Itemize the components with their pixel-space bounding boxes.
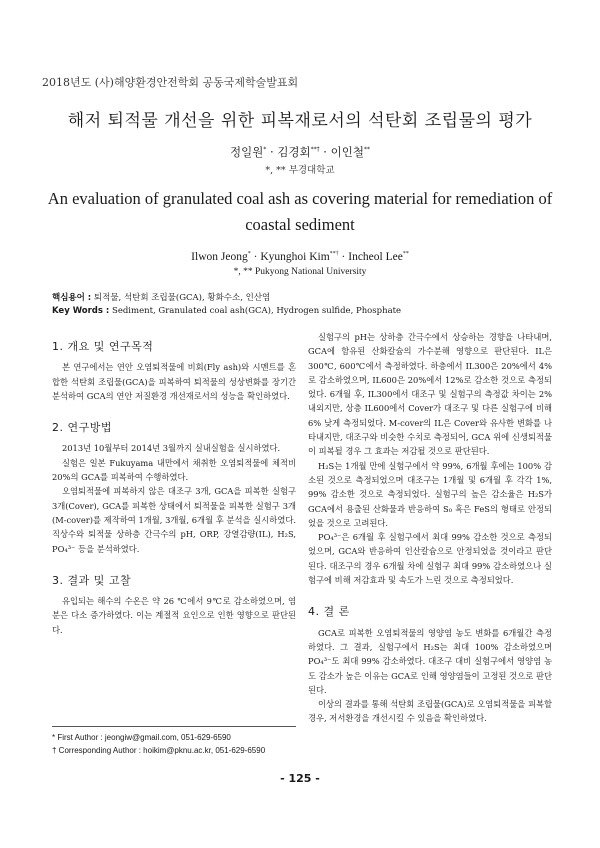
paragraph: PO₄³⁻은 6개월 후 실험구에서 최대 99% 감소한 것으로 측정되었으며, GCA와 반응하여 인산칼슘으로 안정되었을 것이라고 판단된다. 대조구의 경우 6개월 차에 실험구 최대 99% 감소하였으나 실험구에 비해 저감효과 및 속도가 느린 것으로 측정되었다.	[308, 532, 552, 586]
section-heading: 2. 연구방법	[52, 421, 112, 435]
korean-title: 해저 퇴적물 개선을 위한 피복재로서의 석탄회 조립물의 평가	[67, 111, 533, 131]
korean-authors	[0, 144, 600, 160]
author-separator: ·	[266, 145, 278, 159]
paragraph: 유입되는 해수의 수온은 약 26 ℃에서 9℃로 감소하였으며, 염분은 다소 증가하였다. 이는 계절적 요인으로 인한 영향으로 판단된다.	[52, 596, 296, 635]
keywords-ko-text: 퇴적물, 석탄회 조립물(GCA), 황화수소, 인산염	[91, 293, 271, 303]
author-1-en: Ilwon Jeong	[191, 251, 248, 263]
english-authors	[0, 251, 600, 263]
keywords-en-text: Sediment, Granulated coal ash(GCA), Hydrogen sulfide, Phosphate	[109, 306, 402, 316]
author-1-ko-mark: *	[263, 146, 267, 154]
paragraph: 오염퇴적물에 피복하지 않은 대조구 3개, GCA을 피복한 실험구 3개(Cover), GCA를 피복한 상태에서 퇴적물을 피복한 실험구 3개(M-cover)를 제작하여 1개월, 3개월, 6개월 후 분석을 실시하였다. 직상수와 퇴적물 상하층 간극수의 pH, ORP, 강열감량(IL), H₂S, PO₄³⁻ 등을 분석하였다.	[52, 486, 296, 554]
author-3-ko-mark: **	[363, 146, 370, 154]
paragraph: 이상의 결과를 통해 석탄회 조립물(GCA)로 오염퇴적물을 피복할 경우, 저서환경을 개선시킬 수 있음을 확인하였다.	[308, 699, 552, 724]
english-affiliation: *, ** Pukyong National University	[233, 267, 367, 277]
footnote-corresponding-author: † Corresponding Author : hoikim@pknu.ac.kr, 051-629-6590	[52, 746, 266, 755]
paragraph: 실험구의 pH는 상하층 간극수에서 상승하는 경향을 나타내며, GCA에 함유된 산화칼슘의 가수분해 영향으로 판단된다. IL은 300℃, 600℃에서 측정하였다. 하층에서 IL300은 20%에서 4%로 감소하였으며, IL600은 20%에서 12%로 감소한 것으로 측정되었다. 6개월 후, IL300에서 대조구 및 실험구의 측정값 차이는 2%내외지만, 상층 IL600에서 Cover가 대조구 및 다른 실험구에 비해 6% 낮게 측정되었다. M-cover의 IL은 Cover와 유사한 변화를 나타내지만, 대조구와 비슷한 수치로 측정되어, GCA 위에 신생퇴적물이 피복될 경우 그 효과는 저감될 것으로 판단된다.	[308, 332, 552, 457]
keywords-korean	[52, 292, 401, 305]
author-2-en-mark: **†	[329, 251, 339, 258]
paragraph: 2013년 10월부터 2014년 3월까지 실내실험을 실시하였다.	[62, 443, 281, 454]
author-1-en-mark: *	[247, 251, 251, 258]
footnotes	[52, 726, 296, 757]
paragraph: 실험은 일본 Fukuyama 내만에서 채취한 오염퇴적물에 체적비 20%의 GCA를 피복하여 수행하였다.	[52, 457, 296, 483]
english-title: An evaluation of granulated coal ash as covering material for remediation of coastal sediment	[47, 189, 553, 234]
section-heading: 4. 결 론	[308, 605, 350, 619]
footnote-first-author: * First Author : jeongiw@gmail.com, 051-629-6590	[52, 733, 231, 742]
paragraph: GCA로 피복한 오염퇴적물의 영양염 농도 변화를 6개월간 측정하였다. 그 결과, 실험구에서 H₂S는 최대 100% 감소하였으며 PO₄³⁻도 최대 99% 감소하였다. 대조구 대비 실험구에서 영양염 농도 감소가 높은 이유는 GCA로 인해 영양염들이 고정된 것으로 판단된다.	[308, 627, 552, 695]
keywords-block	[52, 292, 401, 318]
left-column	[52, 330, 296, 637]
keywords-english	[52, 305, 401, 318]
paragraph: H₂S는 1개월 만에 실험구에서 약 99%, 6개월 후에는 100% 감소된 것으로 측정되었으며 대조구는 1개월 및 6개월 후 각각 1%, 99% 감소한 것으로 측정되었다. 실험구의 높은 감소율은 H₂S가 GCA에서 용출된 산화물과 반응하여 S₀ 혹은 FeS의 형태로 안정되었을 것으로 고려된다.	[308, 460, 552, 528]
keywords-en-label: Key Words :	[52, 306, 110, 316]
page-number: - 125 -	[280, 772, 320, 785]
korean-affiliation: *, ** 부경대학교	[265, 165, 335, 176]
author-3-en: Incheol Lee	[348, 251, 403, 263]
author-separator: ·	[319, 145, 331, 159]
author-separator: ·	[338, 251, 349, 263]
conference-header: 2018년도 (사)해양환경안전학회 공동국제학술발표회	[42, 76, 299, 89]
paragraph: 본 연구에서는 연안 오염퇴적물에 비회(Fly ash)와 시멘트를 혼합한 석탄회 조립물(GCA)을 피복하여 퇴적물의 성상변화를 장기간 분석하여 GCA의 연안 저질환경 개선재로서의 성능을 확인하였다.	[52, 362, 296, 401]
author-separator: ·	[250, 251, 261, 263]
section-heading: 3. 결과 및 고찰	[52, 573, 132, 587]
author-2-ko: 김경회	[277, 145, 311, 159]
author-2-ko-mark: **†	[310, 146, 320, 154]
right-column	[308, 330, 552, 726]
author-3-ko: 이인철	[330, 145, 364, 159]
author-2-en: Kyunghoi Kim	[260, 251, 330, 263]
author-3-en-mark: **	[402, 251, 409, 258]
keywords-ko-label: 핵심용어 :	[52, 293, 92, 303]
section-heading: 1. 개요 및 연구목적	[52, 340, 154, 353]
author-1-ko: 정일원	[230, 145, 264, 159]
